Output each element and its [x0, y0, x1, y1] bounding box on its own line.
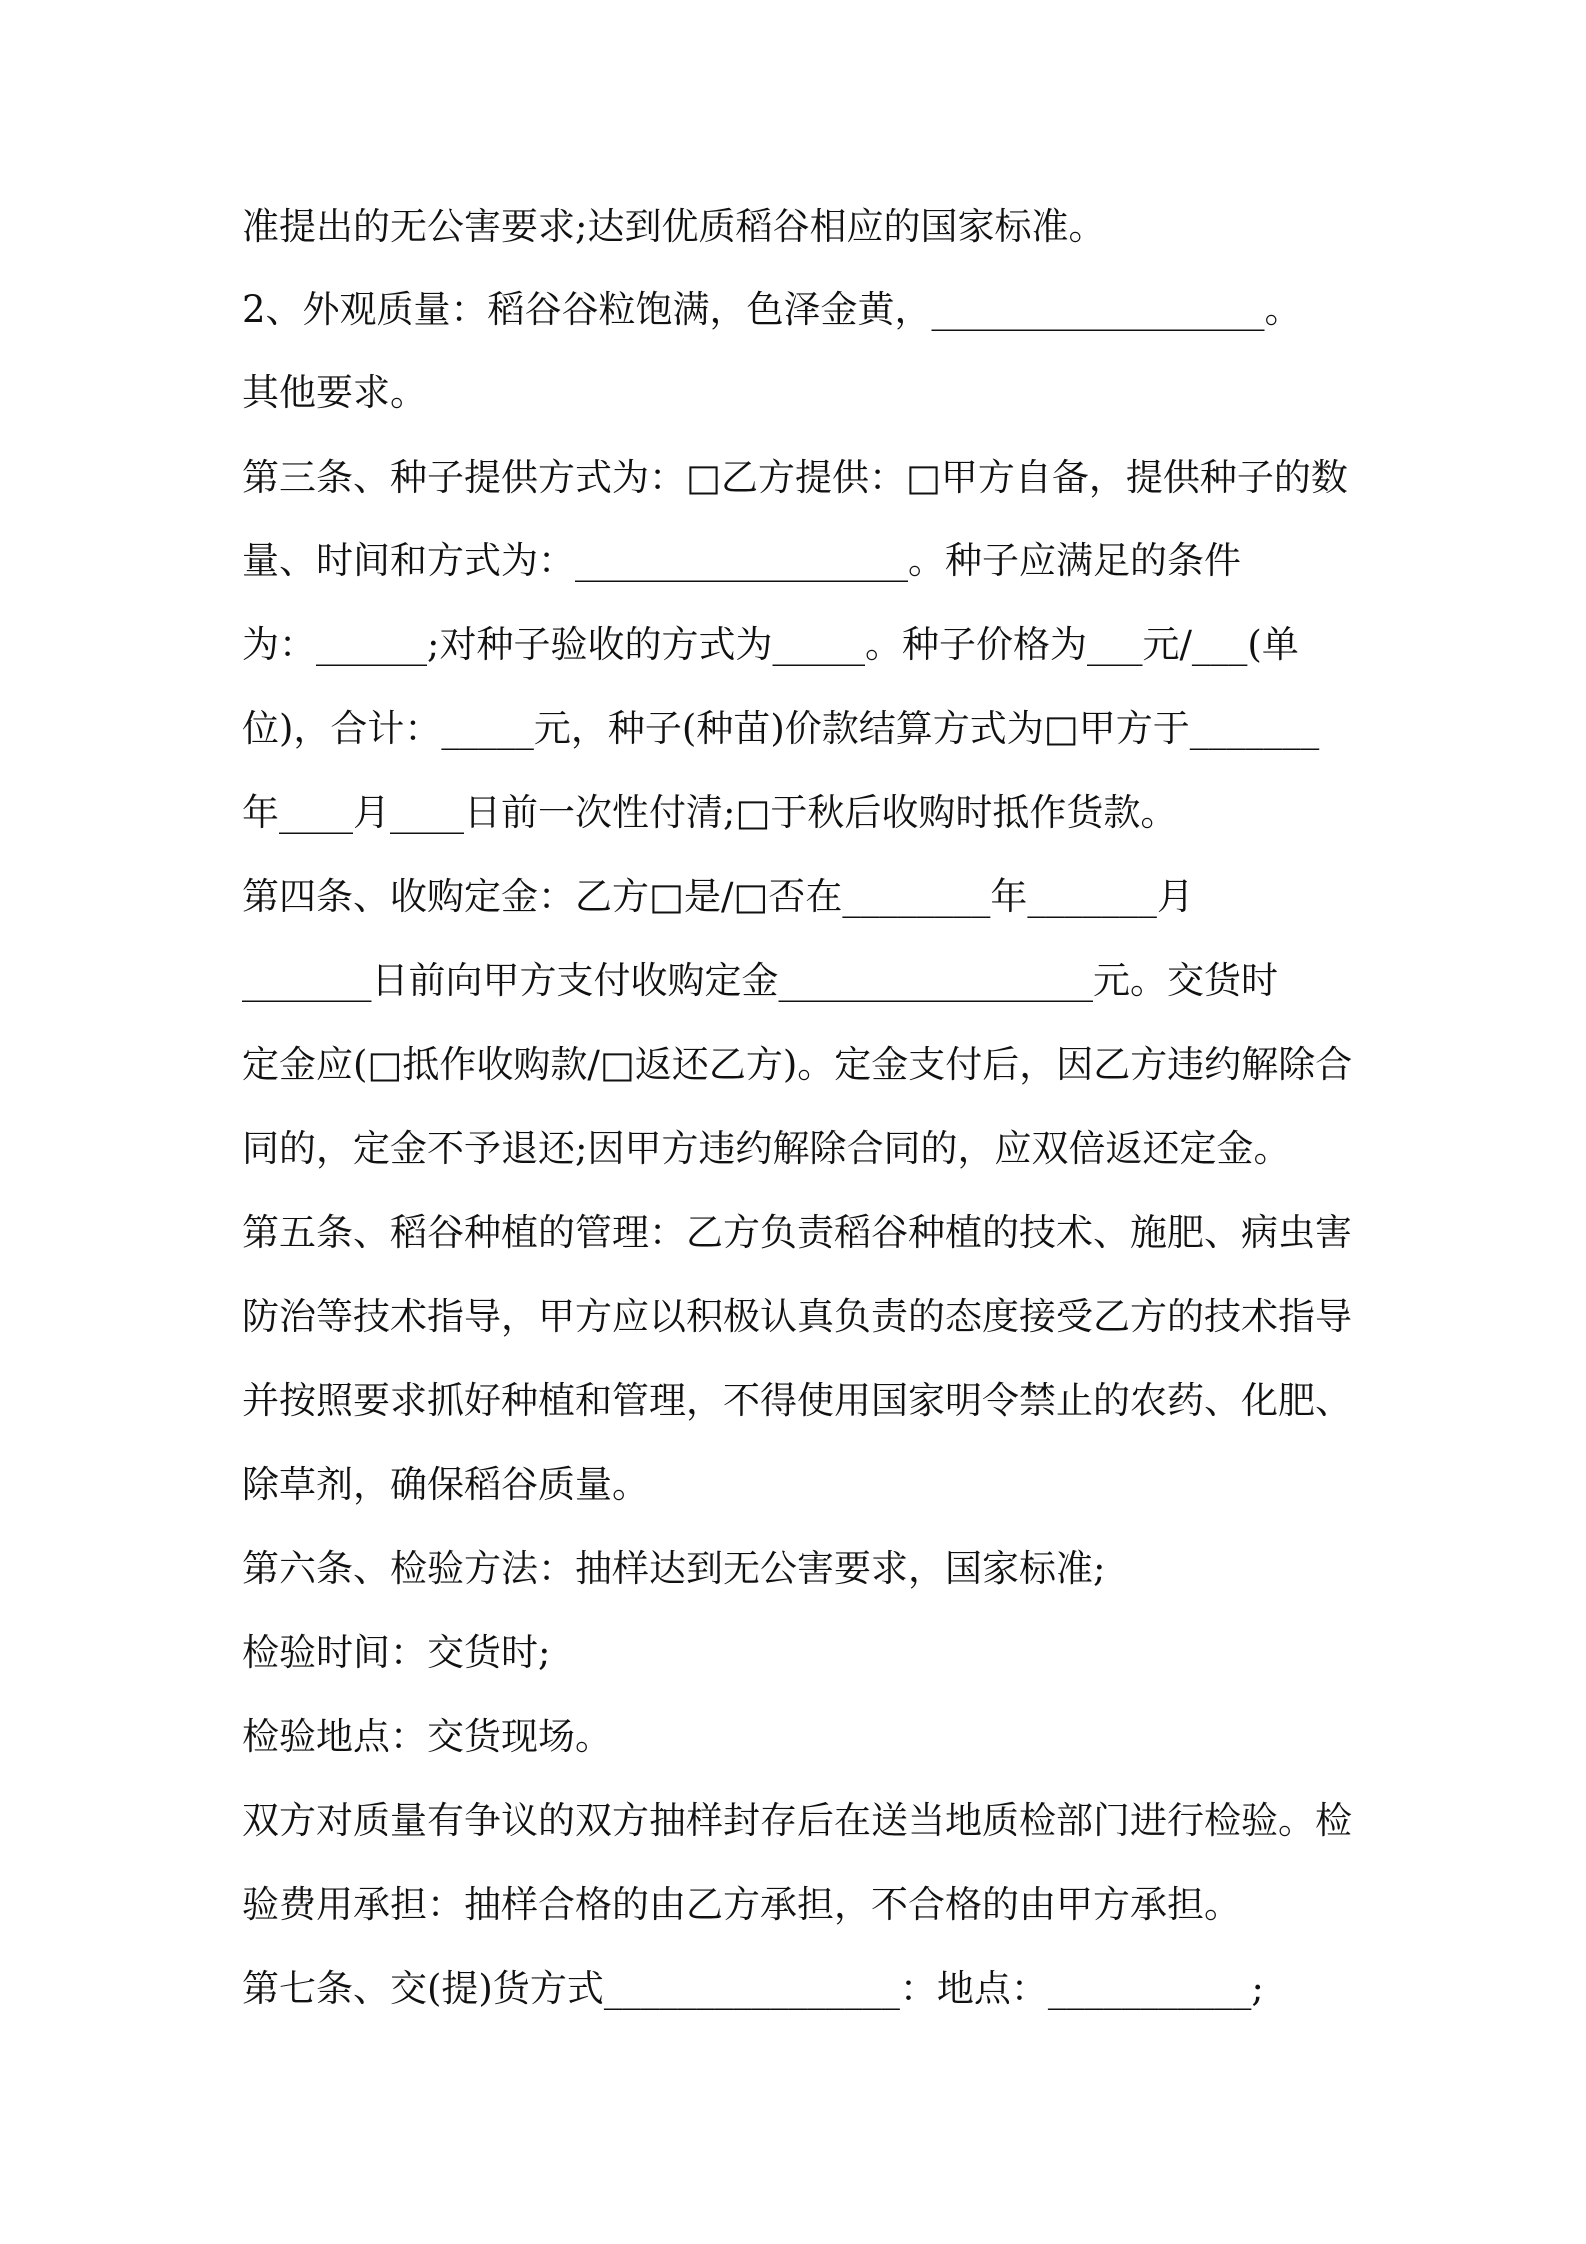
text-line: 除草剂，确保稻谷质量。 [242, 1463, 649, 1506]
text-line: 第六条、检验方法：抽样达到无公害要求，国家标准; [242, 1547, 1106, 1590]
text-line: 检验时间：交货时; [242, 1631, 551, 1674]
text-line: 检验地点：交货现场。 [242, 1715, 612, 1758]
text-line: 同的，定金不予退还;因甲方违约解除合同的，应双倍返还定金。 [242, 1127, 1291, 1170]
text-line: 第三条、种子提供方式为：□乙方提供：□甲方自备，提供种子的数 [242, 456, 1348, 499]
text-line: 并按照要求抓好种植和管理，不得使用国家明令禁止的农药、化肥、 [242, 1379, 1352, 1422]
text-line: 双方对质量有争议的双方抽样封存后在送当地质检部门进行检验。检 [242, 1799, 1352, 1842]
text-line: 定金应(□抵作收购款/□返还乙方)。定金支付后，因乙方违约解除合 [242, 1043, 1353, 1086]
text-line: 防治等技术指导，甲方应以积极认真负责的态度接受乙方的技术指导 [242, 1295, 1352, 1338]
text-line: 年____月____日前一次性付清;□于秋后收购时抵作货款。 [242, 791, 1178, 834]
text-line: 其他要求。 [242, 371, 427, 414]
text-line: 2、外观质量：稻谷谷粒饱满，色泽金黄，__________________。 [242, 288, 1302, 331]
text-line: 量、时间和方式为：__________________。种子应满足的条件 [242, 539, 1241, 582]
text-line: 第七条、交(提)货方式________________：地点：___________; [242, 1967, 1264, 2010]
text-line: _______日前向甲方支付收购定金_________________元。交货时 [242, 959, 1278, 1002]
text-line: 验费用承担：抽样合格的由乙方承担，不合格的由甲方承担。 [242, 1883, 1241, 1926]
text-line: 位)，合计：_____元，种子(种苗)价款结算方式为□甲方于_______ [242, 707, 1320, 750]
text-line: 第五条、稻谷种植的管理：乙方负责稻谷种植的技术、施肥、病虫害 [242, 1211, 1352, 1254]
text-line: 为：______;对种子验收的方式为_____。种子价格为___元/___(单 [242, 623, 1299, 666]
text-line: 第四条、收购定金：乙方□是/□否在________年_______月 [242, 875, 1194, 918]
text-line: 准提出的无公害要求;达到优质稻谷相应的国家标准。 [242, 205, 1106, 248]
